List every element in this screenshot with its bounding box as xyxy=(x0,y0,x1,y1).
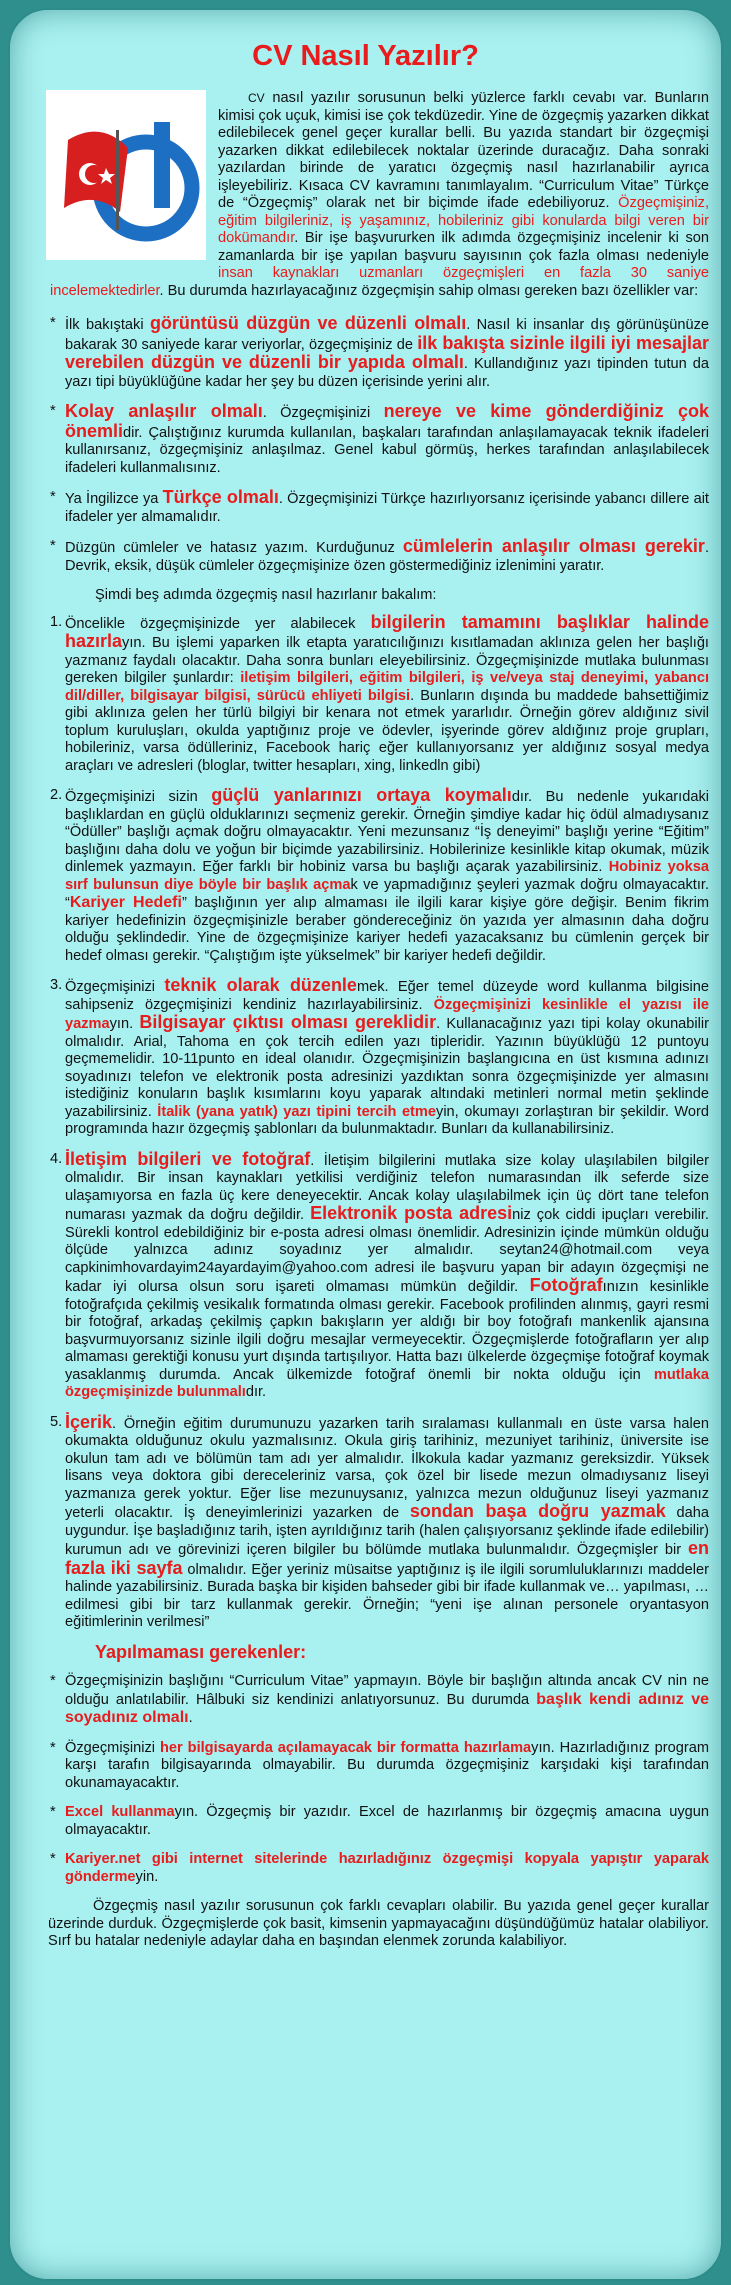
page-title: CV Nasıl Yazılır? xyxy=(252,40,479,72)
article-body xyxy=(50,90,709,1960)
list-item: * Kariyer.net gibi internet sitelerinde hazırladığınız özgeçmişi kopyala yapıştır yaparak göndermeyin. xyxy=(50,1851,709,1885)
steps-intro: Şimdi beş adımda özgeçmiş nasıl hazırlanır bakalım: xyxy=(95,587,437,603)
step-4: 4. İletişim bilgileri ve fotoğraf. İletişim bilgilerini mutlaka size kolay ulaşılabilen bilgiler olmalıdır. Bir insan kaynakları yetkilisi verdiğiniz telefon numarasından ilk seferde size ulaşamıyorsa en fazla üç kere deneyecektir. Ancak kolay ulaşılabilmek için üç dört tane telefon numarası yazmak da doğru değildir. Elektronik posta adresiniz çok ciddi ipuçları verebilir. Sürekli kontrol edebildiğiniz bir e-posta adresi olması önemlidir. Adresinizin içinde mümkün olduğu ölçüde yalnızca adınız soyadınız yer almalıdır. seytan24@hotmail.com veya capkinimhovardayim24ayardayim@yahoo.com adresi ile başvuru yapan bir adayın özgeçmişi ne kadar iyi olursa olsun soru işareti olmaması mümkün değildir. Fotoğrafınızın kesinlikle fotoğrafçıda çekilmiş vesikalık formatında olması gerekir. Facebook profilinden alınmış, gayri resmi bir fotoğraf, arkadaş çekilmiş çapkın bakışların yer aldığı bir boy fotoğrafı mankenlik ajansına başvurmuyorsanız sizinle ilgili doğru mesajlar vermeyecektir. Özgeçmişlerde fotoğrafların yer alıp almaması gerektiği konusu yurt dışında tartışılıyor. Hatta bazı ülkelerde özgeçmişe fotoğraf koymak yasaklanmış durumda. Ancak ülkemizde fotoğraf önemli bir nokta olduğu için mutlaka özgeçmişinizde bulunmalıdır. xyxy=(50,1148,709,1400)
intro-paragraph: CV nasıl yazılır sorusunun belki yüzlerce farklı cevabı var. Bunların kimisi çok uçuk, kimisi ise çok tekdüzedir. Yine de özgeçmiş yazarken dikkat edilebilecek genel geçer kurallar belli. Bu yazıda standart bir özgeçmişi yazarken dikkat edilebilecek noktalar üzerinde duracağız. Daha sonraki yazılardan birinde de yaratıcı özgeçmiş nasıl hazırlanabilir ayrıca işleyebiliriz. Kısaca CV kavramını tanımlayalım. “Curriculum Vitae” Türkçe de “Özgeçmiş” olarak net bir biçimde ifade edebiliyoruz. Özgeçmişiniz, eğitim bilgileriniz, iş yaşamınız, hobileriniz gibi konularda bilgi veren bir dokümandır. Bir işe başvururken ilk adımda özgeçmişiniz incelenir ki son zamanlarda bir işe yapılan başvuru sayısının çok fazla olması nedeniyle insan kaynakları uzmanları özgeçmişleri en fazla 30 saniye incelemektedirler. Bu durumda hazırlayacağınız özgeçmişin sahip olması gereken bazı özellikler var: xyxy=(50,90,709,299)
list-item: * Kolay anlaşılır olmalı. Özgeçmişinizi nereye ve kime gönderdiğiniz çok önemlidir. Çalıştığınız kurumda kullanılan, başkaları tarafından anlaşılamayacak teknik ifadeleri kullanırsanız, özgeçmişiniz anlaşılmaz. Genel kabul görmüş, herkes tarafından anlaşılabilecek ifadeleri kullanmalısınız. xyxy=(50,401,709,476)
step-1: 1. Öncelikle özgeçmişinizde yer alabilecek bilgilerin tamamını başlıklar halinde hazırlayın. Bu işlemi yaparken ilk etapta yaratıcılığınızı kısıtlamadan aklınıza gelen her başlığı yazmanız faydalı olacaktır. Daha sonra bunları eleyebilirsiniz. Özgeçmişinizde mutlaka bulunması gereken bilgiler şunlardır: iletişim bilgileri, eğitim bilgileri, iş ve/veya staj deneyimi, yabancı dil/diller, bilgisayar bilgisi, sürücü ehliyeti bilgisi. Bunların dışında bu maddede bahsettiğimiz gibi aklınıza gelen her türlü bilgiyi bir kenara not etmek yararlıdır. Örneğin görev aldığınız sivil toplum kuruluşları, okulda yaptığınız proje ve ödevler, işyerinde görev aldığınız proje grupları, hobileriniz, varsa ödülleriniz, Facebook hariç eğer kullanıyorsanız yer aldığınız sosyal medya araçları ve adresleri (bloglar, twitter hesapları, xing, linkedln gibi) xyxy=(50,611,710,774)
list-item: * İlk bakıştaki görüntüsü düzgün ve düzenli olmalı. Nasıl ki insanlar dış görünüşünüze bakarak 30 saniyede karar veriyorlar, özgeçmişiniz de ilk bakışta sizinle ilgili iyi mesajlar verebilen düzgün ve düzenli bir yapıda olmalı. Kullandığınız yazı tipinden tutun da yazı tipi büyüklüğüne kadar her şey bu düzen içerisinde yerini alır. xyxy=(50,313,710,390)
closing-paragraph: Özgeçmiş nasıl yazılır sorusunun çok farklı cevapları olabilir. Bu yazıda genel geçer kurallar üzerinde durduk. Özgeçmişlerde çok basit, kimsenin yapmayacağını düşündüğümüz hatalar olabiliyor. Sırf bu hatalar nedeniyle adaylar daha en başından elenmek zorunda kalabiliyor. xyxy=(48,1898,709,1949)
list-item: * Düzgün cümleler ve hatasız yazım. Kurduğunuz cümlelerin anlaşılır olması gerekir. Devrik, eksik, düşük cümleler özgeçmişinize özen göstermediğiniz izlenimini yaratır. xyxy=(50,536,709,574)
list-item: * Özgeçmişinizi her bilgisayarda açılamayacak bir formatta hazırlamayın. Hazırladığınız program karşı tarafın bilgisayarında olmayabilir. Bu durumda özgeçmişiniz karşıdaki kişi tarafından okunamayacaktır. xyxy=(50,1739,709,1791)
step-2: 2. Özgeçmişinizi sizin güçlü yanlarınızı ortaya koymalıdır. Bu nedenle yukarıdaki başlıklardan en güçlü olduklarınızı seçmeniz gerekir. Örneğin şimdiye kadar hiç ödül almadıysanız “Ödüller” başlığı açmak doğru olmayacaktır. Yeni mezunsanız “İş deneyimi” başlığı yerine “Eğitim” başlığını daha dolu ve yoğun bir biçimde yazabilirsiniz. Hobilerinize kesinlikle kitap okumak, müzik dinlemek yazmayın. Eğer farklı bir hobiniz varsa bu başlığı açarak yazabilirsiniz. Hobiniz yoksa sırf bulunsun diye böyle bir başlık açmak ve yapmadığınız şeyleri yazmak doğru olmayacaktır. “Kariyer Hedefi” başlığının yer alıp almaması ile ilgili karar kişiye göre değişir. Benim fikrim kariyer hedefinizin özgeçmişinizle beraber göndereceğiniz ön yazıda yer almasının daha doğru olduğu şeklindedir. Yine de özgeçmişinize kariyer hedefi yazacaksanız bu cümlenin gerçek bir hedef olması gerekir. “Çalıştığım işte yükselmek” bir kariyer hedefi değildir. xyxy=(50,785,709,964)
list-item: * Özgeçmişinizin başlığını “Curriculum Vitae” yapmayın. Böyle bir başlığın altında ancak CV nin ne olduğu anlatılabilir. Hâlbuki siz kendinizi anlatıyorsunuz. Bu durumda başlık kendi adınız ve soyadınız olmalı. xyxy=(50,1673,710,1726)
list-item: * Excel kullanmayın. Özgeçmiş bir yazıdır. Excel de hazırlanmış bir özgeçmiş amacına uygun olmayacaktır. xyxy=(50,1804,709,1838)
page-frame xyxy=(8,8,723,2281)
step-5: 5. İçerik. Örneğin eğitim durumunuzu yazarken tarih sıralaması kullanmalı en üste varsa halen okumakta olduğunuz okulu yazmalısınız. Okula giriş tarihiniz, mezuniyet tarihiniz, üniversite ise okulun tam adı ve bölümün tam adı yer almalıdır. İlkokula kadar yazmanız gereksizdir. Yüksek lisans veya doktora gibi dereceleriniz varsa, çok özel bir lisede mezun olmadıysanız liseyi yazmanıza gerek yoktur. Eğer lise mezunuysanız, yalnızca mezun olduğunuz liseyi yazmanız yeterli olacaktır. İş deneyimlerinizi yazarken de sondan başa doğru yazmak daha uygundur. İşe başladığınız tarih, işten ayrıldığınız tarih (halen çalışıyorsanız şeklinde ifade edilebilir) kurumun adı ve görevinizi içeren bilgiler bu bölümde mutlaka bulunmalıdır. Özgeçmişler bir en fazla iki sayfa olmalıdır. Eğer yeriniz müsaitse yaptığınız iş ile ilgili sorumluluklarınızı maddeler halinde yazabilirsiniz. Burada başka bir kişiden bahseder gibi bir ifade kullanmak ve… yapılması, …edilmesi gibi bir tarz kullanmak gerekir. Örneğin; “yeni işe alınan personele oryantasyon eğitimlerinin verilmesi” xyxy=(50,1411,709,1630)
donts-heading: Yapılmaması gerekenler: xyxy=(95,1641,307,1662)
step-3: 3. Özgeçmişinizi teknik olarak düzenlemek. Eğer temel düzeyde word kullanma bilgisine sahipseniz özgeçmişinizi kendiniz hazırlayabilirsiniz. Özgeçmişinizi kesinlikle el yazısı ile yazmayın. Bilgisayar çıktısı olması gereklidir. Kullanacağınız yazı tipi kolay okunabilir olmalıdır. Arial, Tahoma en çok tercih edilen yazı tipleridir. Yazının büyüklüğü 12 puntoyu geçmemelidir. 10-11punto en ideal olanıdır. Özgeçmişinizin başlangıcına en üst kısmına adınızı soyadınızı telefon ve elektronik posta adresinizi yazdıktan sonra özgeçmişinizde yer almasını istediğiniz konuların başlık kısımlarını koyu yaparak altındaki metinleri normal metin şeklinde yazabilirsiniz. İtalik (yana yatık) yazı tipini tercih etmeyin, okumayı zorlaştıran bir şekildir. Word programında hazır özgeçmiş şablonları da bulunmaktadır. Bunları da kullanabilirsiniz. xyxy=(50,975,710,1137)
list-item: * Ya İngilizce ya Türkçe olmalı. Özgeçmişinizi Türkçe hazırlıyorsanız içerisinde yabancı dillere ait ifadeler yer almamalıdır. xyxy=(50,487,709,525)
